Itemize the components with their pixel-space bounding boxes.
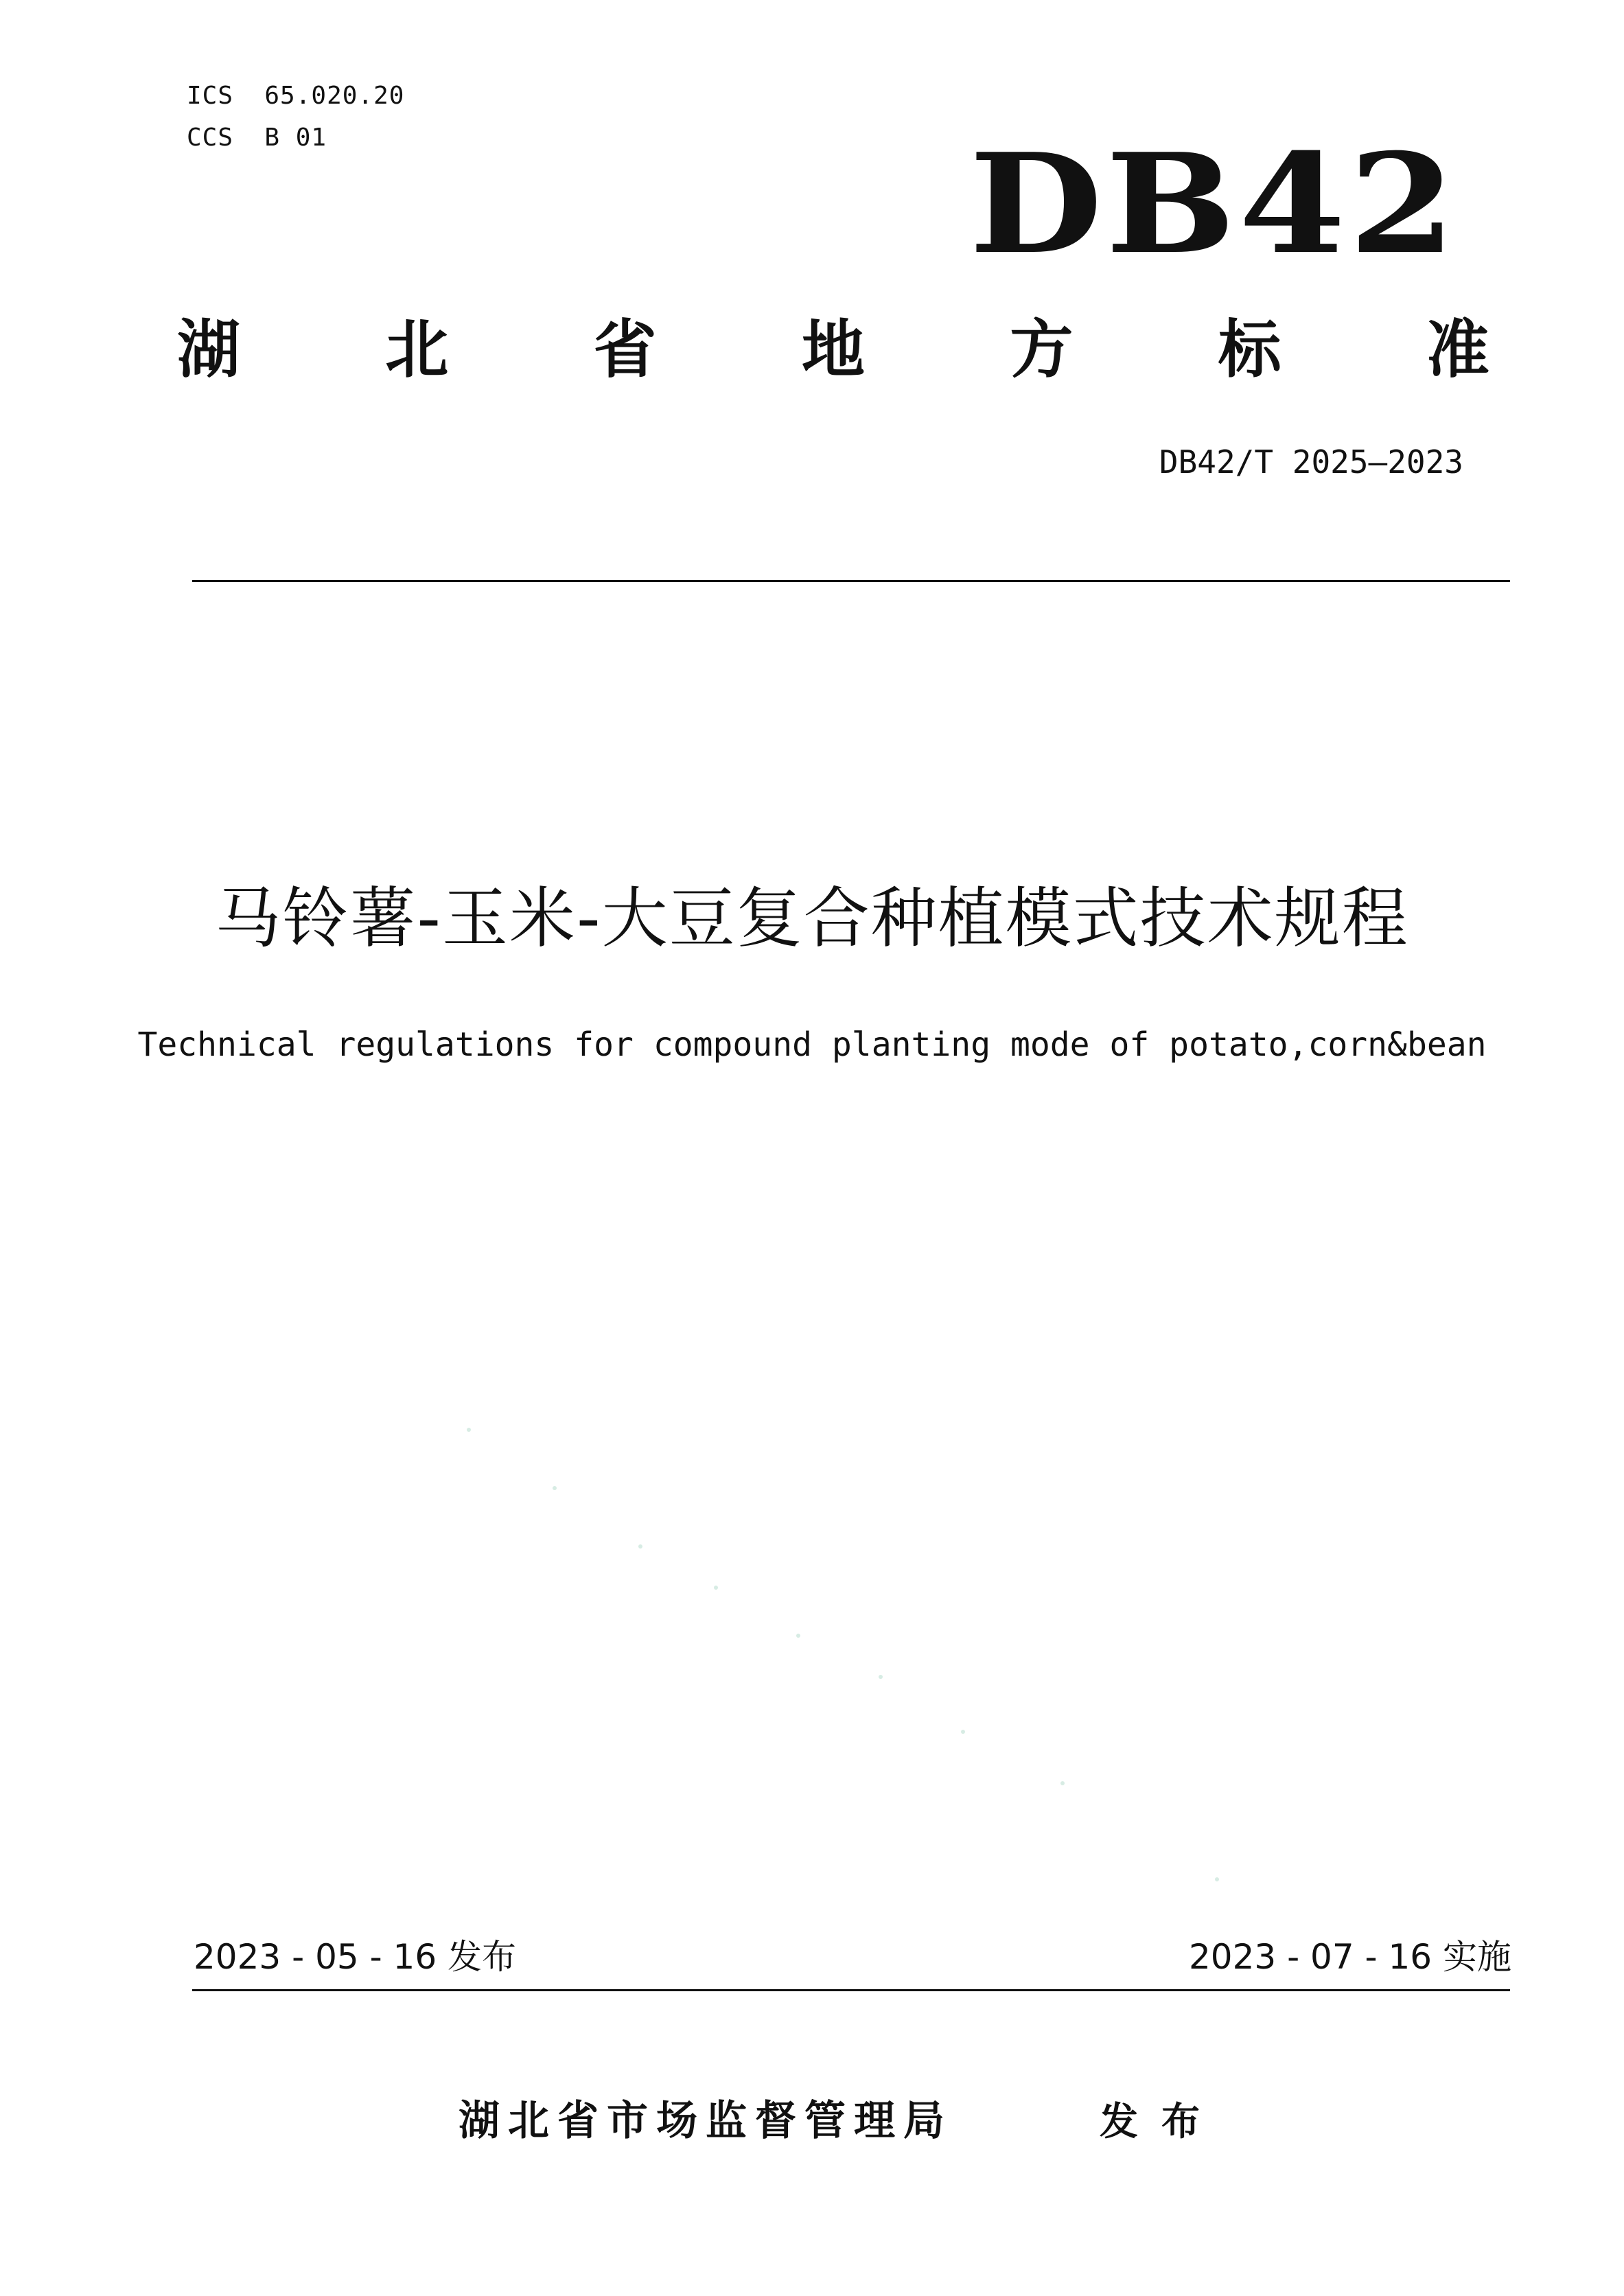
implementation-date: 2023 - 07 - 16 实施 — [1188, 1937, 1511, 1977]
document-title-english: Technical regulations for compound planting mode of potato,corn&bean — [137, 1025, 1487, 1064]
top-divider — [192, 580, 1510, 582]
ccs-code: CCS B 01 — [187, 124, 327, 152]
db42-logo: DB42 — [969, 124, 1459, 285]
heading-char: 地 — [801, 313, 865, 386]
heading-char: 标 — [1218, 313, 1281, 386]
issue-date: 2023 - 05 - 16 发布 — [194, 1937, 517, 1977]
heading-char: 北 — [385, 313, 449, 386]
publisher-name: 湖北省市场监督管理局 — [459, 2097, 953, 2145]
bottom-divider — [192, 1989, 1510, 1991]
heading-char: 方 — [1010, 313, 1074, 386]
ics-code: ICS 65.020.20 — [187, 82, 405, 110]
standard-type-heading — [177, 313, 1489, 386]
publish-label: 发布 — [1100, 2100, 1223, 2144]
heading-char: 湖 — [177, 313, 241, 386]
heading-char: 准 — [1426, 313, 1489, 386]
standard-number: DB42/T 2025—2023 — [1159, 443, 1463, 480]
heading-char: 省 — [593, 313, 657, 386]
document-title-chinese: 马铃薯-玉米-大豆复合种植模式技术规程 — [215, 880, 1409, 957]
